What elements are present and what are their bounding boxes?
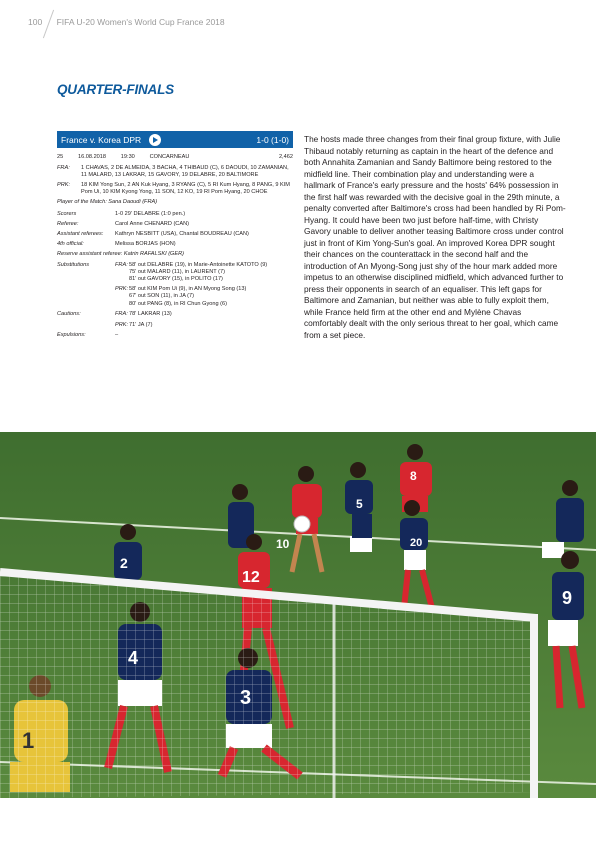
- shirt-number: 9: [562, 588, 573, 608]
- substitutions-label: Substitutions: [57, 262, 90, 269]
- shirt-number: 8: [410, 469, 417, 483]
- ball: [294, 516, 310, 532]
- expulsions-row: [57, 332, 293, 339]
- page-number: 100: [28, 17, 43, 27]
- cautions-row: [57, 311, 293, 329]
- expulsions-label: Expulsions:: [57, 331, 86, 338]
- reserve-referee: Reserve assistant referee: Katrin RAFALSKI (GER): [57, 250, 185, 257]
- page-header: [28, 17, 225, 27]
- player-of-match: Player of the Match: Sana Daoudi (FRA): [57, 199, 158, 206]
- substitution: 80' out PANG (8), in RI Chun Gyong (6): [129, 300, 227, 307]
- match-title: France v. Korea DPR: [61, 134, 142, 145]
- assistants-label: Assistant referees:: [57, 230, 104, 237]
- scorers-row: [57, 211, 293, 218]
- assistants: Kathryn NESBITT (USA), Chantal BOUDREAU (CAN): [115, 230, 249, 237]
- substitution: 81' out GAVORY (15), in POLITO (17): [129, 276, 223, 283]
- substitutions-row: [57, 262, 293, 308]
- match-score: 1-0 (1-0): [256, 134, 289, 145]
- prk-label: PRK:: [57, 182, 71, 189]
- cautions-label: Cautions:: [57, 310, 81, 317]
- fourth-official-row: [57, 241, 293, 248]
- match-venue: CONCARNEAU: [149, 154, 190, 160]
- fourth-official-label: 4th official:: [57, 240, 84, 247]
- substitution: 58' out DELABRE (19), in Marie-Antoinette KATOTO (9): [129, 262, 268, 269]
- fourth-official: Melissa BORJAS (HON): [115, 240, 176, 247]
- play-icon[interactable]: [149, 134, 161, 146]
- match-details: [57, 154, 293, 342]
- expulsions: –: [115, 331, 119, 338]
- fra-substitutions: [115, 262, 293, 283]
- match-photo-illustration: [0, 432, 596, 798]
- header-divider: [43, 10, 54, 39]
- shirt-number: 3: [240, 687, 252, 709]
- substitution: 67' out SON (11), in JA (7): [129, 293, 195, 300]
- scorers: 1-0 29' DELABRE (1:0 pen.): [115, 210, 186, 217]
- shirt-number: 20: [410, 537, 423, 549]
- prk-lineup-row: [57, 182, 293, 196]
- section-title: QUARTER-FINALS: [57, 82, 174, 97]
- shirt-number: 12: [242, 569, 260, 586]
- fra-label: FRA:: [57, 165, 70, 172]
- shirt-number: 10: [276, 537, 290, 551]
- shirt-number: 4: [128, 648, 139, 668]
- shirt-number: 5: [356, 497, 363, 511]
- referee: Carol Anne CHENARD (CAN): [115, 220, 189, 227]
- substitution: 58' out KIM Pom Ui (9), in AN Myong Song (13): [129, 286, 247, 293]
- match-report: The hosts made three changes from their final group fixture, with Julie Thibaud notably returning as captain in the heart of the defence and both Annahita Zamanian and Sandy Baltimore being restored to the midfield line. Their combination play and understanding were a hallmark of France's early pressure and the hosts' 64% possession in the first half was rewarded with the decisive goal in the 29th minute, a penalty converted after Baltimore's cross had been handled by Ri Pom-Hyang. It could have been two just before half-time, with Christy Gavory unable to deliver another teasing Baltimore cross under control just in front of Kim Yong-Sun's goal. An improved Korea DPR sought their chances on the counterattack in the second half and the introduction of An Myong-Song just shy of the hour mark added more impetus to an otherwise disciplined midfield, which advanced further to press their opponents in search of an equaliser. This left gaps for Baltimore and Zamanian, but neither was able to fully exploit them, while France held firm at the other end and Mylène Chavas comfortably dealt with the only serious threat to her goal, which came from a set piece.: [304, 134, 566, 340]
- match-attendance: 2,462: [278, 154, 293, 160]
- match-date: 16.08.2018: [78, 154, 107, 160]
- substitution: 75' out MALARD (11), in LAURENT (7): [129, 269, 225, 276]
- match-time: 19:30: [120, 154, 135, 160]
- subs-prk-team: PRK:: [115, 286, 129, 293]
- prk-lineup: 18 KIM Yong Sun, 2 AN Kuk Hyang, 3 RYANG (C), 5 RI Kum Hyang, 8 PANG, 9 KIM Pom Ui, 10 KIM Kyong Yong, 11 SON, 12 KO, 19 RI Pom Hyang, 20 CHOE: [81, 182, 290, 196]
- cautions-prk-team: PRK:: [115, 321, 129, 328]
- prk-substitutions: [115, 286, 293, 307]
- subs-fra-team: FRA:: [115, 262, 128, 269]
- match-photo: [0, 432, 596, 798]
- match-header-bar: [57, 131, 293, 148]
- cautions-fra: 78' LAKRAR (13): [129, 310, 172, 317]
- match-number: 25: [57, 154, 64, 160]
- fra-lineup: 1 CHAVAS, 2 DE ALMEIDA, 3 BACHA, 4 THIBAUD (C), 6 DAOUDI, 10 ZAMANIAN, 11 MALARD, 13 LAKRAR, 15 GAVORY, 19 DELABRE, 20 BALTIMORE: [81, 165, 289, 179]
- match-info-row: [57, 154, 293, 161]
- scorers-label: Scorers: [57, 210, 77, 217]
- fra-lineup-row: [57, 165, 293, 179]
- shirt-number: 1: [22, 728, 35, 753]
- referee-row: [57, 221, 293, 228]
- assistants-row: [57, 231, 293, 238]
- shirt-number: 2: [120, 555, 128, 571]
- publication-title: FIFA U-20 Women's World Cup France 2018: [56, 17, 225, 27]
- cautions-fra-team: FRA:: [115, 310, 128, 317]
- cautions-prk: 71' JA (7): [129, 321, 153, 328]
- referee-label: Referee:: [57, 220, 79, 227]
